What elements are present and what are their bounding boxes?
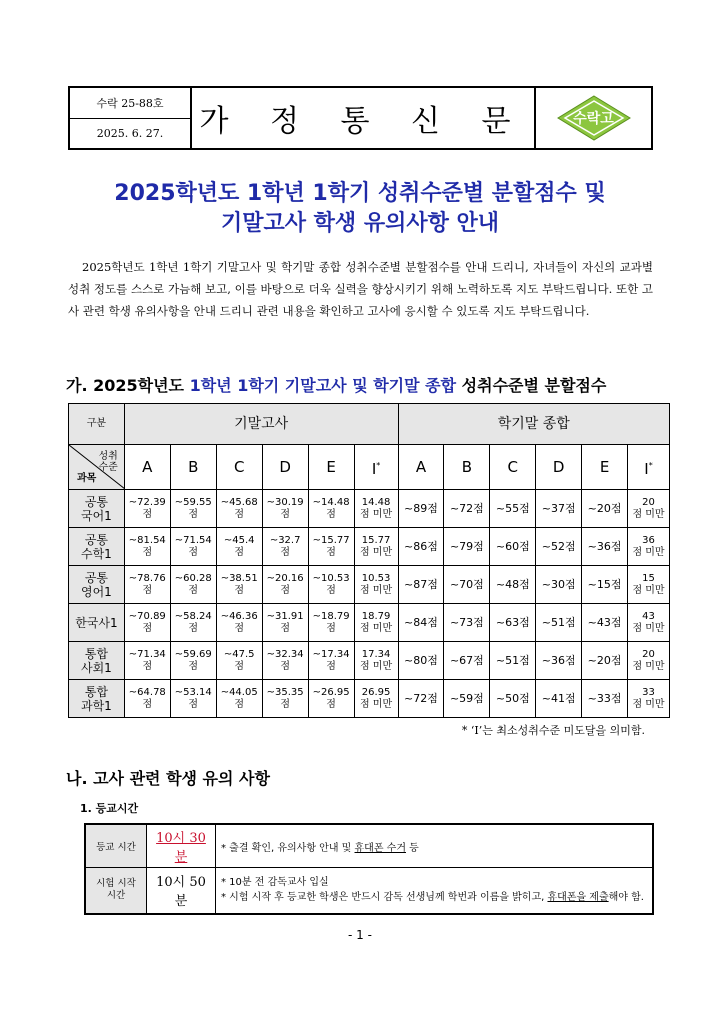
section-b-heading: 나. 고사 관련 학생 유의 사항	[66, 769, 270, 788]
total-score-cell: ~50점	[490, 680, 536, 718]
total-score-cell: ~59점	[444, 680, 490, 718]
total-score-cell: ~43점	[582, 604, 628, 642]
final-score-cell: 26.95 점 미만	[354, 680, 398, 718]
exam-start-desc	[216, 868, 654, 914]
total-score-cell: ~36점	[536, 642, 582, 680]
total-score-cell: ~33점	[582, 680, 628, 718]
total-score-cell: ~48점	[490, 566, 536, 604]
final-score-cell: ~72.39 점	[124, 490, 170, 528]
subject-cell: 통합 과학1	[69, 680, 125, 718]
logo-text: 수락고	[573, 111, 614, 127]
doc-number: 수락 25-88호	[70, 88, 190, 119]
total-score-cell: ~63점	[490, 604, 536, 642]
section-a-prefix: 가. 2025학년도	[66, 376, 190, 395]
final-score-cell: ~71.34 점	[124, 642, 170, 680]
final-score-cell: 18.79 점 미만	[354, 604, 398, 642]
arrival-time-label: 등교 시간	[85, 824, 147, 868]
table-footnote: * ‘I’는 최소성취수준 미도달을 의미함.	[461, 724, 645, 737]
table-row	[69, 490, 670, 528]
final-score-cell: ~81.54 점	[124, 528, 170, 566]
total-score-cell: ~20점	[582, 490, 628, 528]
total-score-cell: ~52점	[536, 528, 582, 566]
total-score-cell: ~73점	[444, 604, 490, 642]
group-semester-total: 학기말 종합	[398, 404, 669, 445]
total-score-cell: 36 점 미만	[628, 528, 670, 566]
final-score-cell: ~10.53 점	[308, 566, 354, 604]
subject-cell: 한국사1	[69, 604, 125, 642]
corner-level-label: 성취 수준	[98, 451, 118, 473]
final-score-cell: ~78.76 점	[124, 566, 170, 604]
total-score-cell: 43 점 미만	[628, 604, 670, 642]
total-score-cell: ~87점	[398, 566, 444, 604]
table-row	[69, 566, 670, 604]
total-score-cell: 15 점 미만	[628, 566, 670, 604]
desc-underlined: 휴대폰을 제출	[547, 892, 609, 904]
total-score-cell: ~67점	[444, 642, 490, 680]
desc-underlined: 휴대폰 수거	[354, 842, 406, 854]
final-score-cell: ~71.54 점	[170, 528, 216, 566]
main-title-line2: 기말고사 학생 유의사항 안내	[220, 211, 499, 236]
final-score-cell: ~26.95 점	[308, 680, 354, 718]
total-score-cell: ~30점	[536, 566, 582, 604]
total-score-cell: ~55점	[490, 490, 536, 528]
total-score-cell: ~89점	[398, 490, 444, 528]
gubun-label: 구분	[69, 404, 125, 445]
total-level-c: C	[490, 445, 536, 490]
total-score-cell: 33 점 미만	[628, 680, 670, 718]
final-level-a: A	[124, 445, 170, 490]
intro-paragraph: 2025학년도 1학년 1학기 기말고사 및 학기말 종합 성취수준별 분할점수를 안내 드리니, 자녀들이 자신의 교과별 성취 정도를 스스로 가늠해 보고, 이를 바탕으로 더욱 실력을 향상시키기 위해 노력하도록 지도 부탁드립니다. 또한 고사 관련 학생 유의사항을 안내 드리니 관련 내용을 확인하고 고사에 응시할 수 있도록 지도 부탁드립니다.	[68, 260, 653, 318]
total-score-cell: ~51점	[536, 604, 582, 642]
total-level-e: E	[582, 445, 628, 490]
total-score-cell: 20 점 미만	[628, 490, 670, 528]
total-score-cell: ~15점	[582, 566, 628, 604]
school-logo	[557, 95, 631, 141]
final-score-cell: ~47.5 점	[216, 642, 262, 680]
cutoff-score-table	[68, 403, 670, 718]
final-score-cell: ~32.34 점	[262, 642, 308, 680]
total-level-b: B	[444, 445, 490, 490]
final-level-c: C	[216, 445, 262, 490]
subsection-arrival-time: 1. 등교시간	[80, 802, 139, 815]
total-score-cell: ~20점	[582, 642, 628, 680]
doc-meta	[70, 88, 192, 148]
subject-cell: 통합 사회1	[69, 642, 125, 680]
final-score-cell: ~44.05 점	[216, 680, 262, 718]
final-score-cell: 10.53 점 미만	[354, 566, 398, 604]
arrival-time-text: 10시 30분	[156, 831, 206, 865]
doc-type-title: 가 정 통 신 문	[199, 104, 527, 139]
final-score-cell: 14.48 점 미만	[354, 490, 398, 528]
final-level-b: B	[170, 445, 216, 490]
final-level-i: I*	[354, 445, 398, 490]
final-score-cell: ~60.28 점	[170, 566, 216, 604]
corner-subject-label: 과목	[77, 473, 97, 484]
total-score-cell: 20 점 미만	[628, 642, 670, 680]
group-final-exam: 기말고사	[124, 404, 398, 445]
final-score-cell: 15.77 점 미만	[354, 528, 398, 566]
final-score-cell: ~59.69 점	[170, 642, 216, 680]
total-score-cell: ~79점	[444, 528, 490, 566]
final-score-cell: ~70.89 점	[124, 604, 170, 642]
total-level-i: I*	[628, 445, 670, 490]
subject-cell: 공통 영어1	[69, 566, 125, 604]
final-level-e: E	[308, 445, 354, 490]
final-score-cell: ~20.16 점	[262, 566, 308, 604]
final-level-d: D	[262, 445, 308, 490]
total-level-d: D	[536, 445, 582, 490]
total-score-cell: ~86점	[398, 528, 444, 566]
total-score-cell: ~51점	[490, 642, 536, 680]
final-score-cell: ~31.91 점	[262, 604, 308, 642]
total-score-cell: ~70점	[444, 566, 490, 604]
total-score-cell: ~72점	[398, 680, 444, 718]
school-logo-cell	[534, 88, 651, 148]
table-row	[69, 528, 670, 566]
final-score-cell: ~53.14 점	[170, 680, 216, 718]
final-score-cell: ~46.36 점	[216, 604, 262, 642]
table-corner-cell	[69, 445, 125, 490]
total-score-cell: ~41점	[536, 680, 582, 718]
total-score-cell: ~72점	[444, 490, 490, 528]
doc-date: 2025. 6. 27.	[96, 126, 164, 140]
final-score-cell: ~14.48 점	[308, 490, 354, 528]
subject-cell: 공통 국어1	[69, 490, 125, 528]
page-number: - 1 -	[348, 928, 372, 942]
exam-start-desc-line1: * 10분 전 감독교사 입실	[221, 877, 329, 889]
total-level-a: A	[398, 445, 444, 490]
table-row	[69, 642, 670, 680]
exam-start-label: 시험 시작 시간	[85, 868, 147, 914]
section-a-suffix: 성취수준별 분할점수	[456, 376, 607, 395]
final-score-cell: ~58.24 점	[170, 604, 216, 642]
desc-text: 등	[406, 842, 419, 854]
table-row	[69, 604, 670, 642]
desc-text: * 출결 확인, 유의사항 안내 및	[221, 842, 355, 854]
arrival-time-desc	[216, 824, 654, 868]
section-a-heading	[66, 373, 606, 396]
total-score-cell: ~80점	[398, 642, 444, 680]
exam-start-desc-line2	[221, 890, 647, 905]
total-score-cell: ~84점	[398, 604, 444, 642]
exam-start-value: 10시 50분	[147, 868, 216, 914]
final-score-cell: ~18.79 점	[308, 604, 354, 642]
final-score-cell: ~32.7 점	[262, 528, 308, 566]
arrival-time-value	[147, 824, 216, 868]
final-score-cell: ~30.19 점	[262, 490, 308, 528]
final-score-cell: 17.34 점 미만	[354, 642, 398, 680]
final-score-cell: ~35.35 점	[262, 680, 308, 718]
table-row	[69, 680, 670, 718]
final-score-cell: ~15.77 점	[308, 528, 354, 566]
section-a-highlight: 1학년 1학기 기말고사 및 학기말 종합	[189, 376, 457, 395]
subject-cell: 공통 수학1	[69, 528, 125, 566]
main-title-line1: 2025학년도 1학년 1학기 성취수준별 분할점수 및	[114, 181, 606, 206]
final-score-cell: ~45.68 점	[216, 490, 262, 528]
desc-text: 해야 함.	[608, 892, 644, 904]
total-score-cell: ~36점	[582, 528, 628, 566]
total-score-cell: ~37점	[536, 490, 582, 528]
final-score-cell: ~38.51 점	[216, 566, 262, 604]
total-score-cell: ~60점	[490, 528, 536, 566]
final-score-cell: ~45.4 점	[216, 528, 262, 566]
final-score-cell: ~17.34 점	[308, 642, 354, 680]
final-score-cell: ~64.78 점	[124, 680, 170, 718]
letter-header	[68, 86, 653, 150]
desc-text: * 시험 시작 후 등교한 학생은 반드시 감독 선생님께 학번과 이름을 밝히고,	[221, 892, 548, 904]
arrival-time-table	[84, 823, 654, 915]
final-score-cell: ~59.55 점	[170, 490, 216, 528]
